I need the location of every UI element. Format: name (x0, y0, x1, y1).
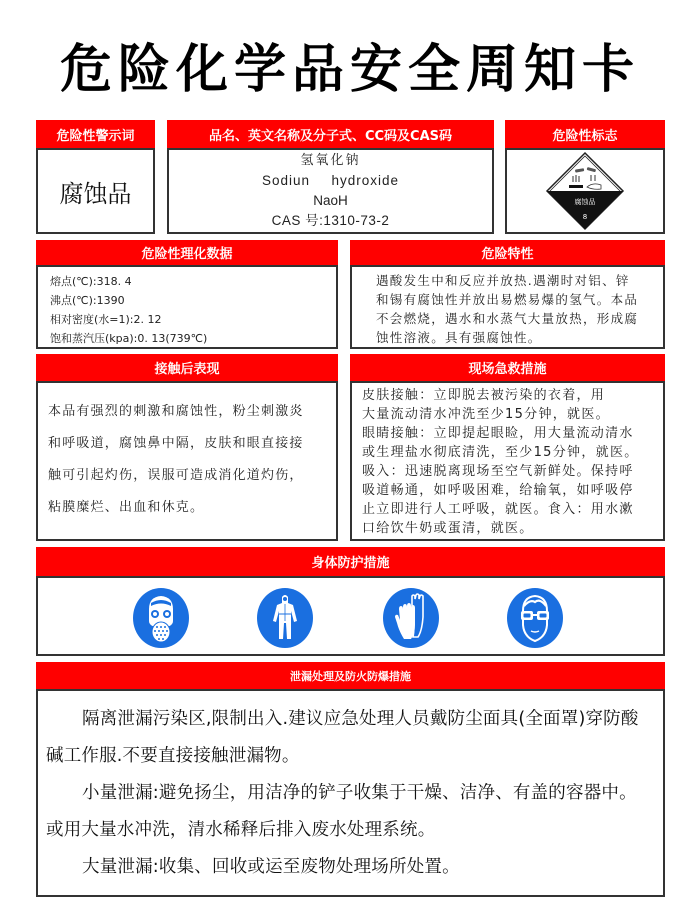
first-aid-line: 吸道畅通，如呼吸困难，给输氧，如呼吸停 (362, 483, 634, 498)
ppe-panel (36, 547, 665, 656)
first-aid-line: 口给饮牛奶或蛋清，就医。 (362, 521, 534, 536)
hazard-properties-header: 危险特性 (350, 240, 665, 267)
hazard-sign-panel (505, 120, 665, 234)
contact-effects-header: 接触后表现 (36, 354, 338, 383)
boiling-point: 沸点(℃):1390 (50, 294, 125, 307)
contact-line: 和呼吸道，腐蚀鼻中隔，皮肤和眼直接接 (48, 436, 304, 451)
contact-line: 本品有强烈的刺激和腐蚀性，粉尘刺激炎 (48, 404, 304, 419)
hazard-line: 遇酸发生中和反应并放热.遇潮时对铝、锌 (376, 273, 630, 288)
first-aid-header: 现场急救措施 (350, 354, 665, 383)
spill-measures-header: 泄漏处理及防火防爆措施 (36, 662, 665, 691)
relative-density: 相对密度(水=1):2. 12 (50, 313, 162, 326)
svg-text:8: 8 (582, 213, 588, 221)
hazard-line: 不会燃烧，遇水和水蒸气大量放热，形成腐 (376, 311, 639, 326)
svg-text:腐蚀品: 腐蚀品 (574, 198, 596, 206)
contact-line: 粘膜糜烂、出血和休克。 (48, 500, 205, 515)
gas-mask-icon (132, 587, 190, 649)
safety-goggles-icon (506, 587, 564, 649)
physical-data-panel (36, 240, 338, 349)
spill-measures-panel (36, 662, 665, 897)
corrosive-diamond-icon (545, 151, 625, 231)
hazard-line: 蚀性溶液。具有强腐蚀性。 (376, 330, 542, 345)
small-spill-text: 小量泄漏:避免扬尘，用洁净的铲子收集于干燥、洁净、有盖的容器中。或用大量水冲洗，清水稀释后排入废水处理系统。 (46, 783, 637, 840)
hazard-properties-panel (350, 240, 665, 349)
spill-isolation-text: 隔离泄漏污染区,限制出入.建议应急处理人员戴防尘面具(全面罩)穿防酸碱工作服.不要直接接触泄漏物。 (46, 709, 639, 766)
hazard-sign-header: 危险性标志 (505, 120, 665, 150)
contact-effects-panel (36, 354, 338, 541)
hazard-line: 和锡有腐蚀性并放出易燃易爆的氢气。本品 (376, 292, 639, 307)
first-aid-line: 眼睛接触：立即提起眼睑，用大量流动清水 (362, 426, 634, 441)
first-aid-line: 吸入：迅速脱离现场至空气新鲜处。保持呼 (362, 464, 634, 479)
product-identity-panel (167, 120, 494, 234)
product-formula: NaoH (313, 193, 348, 208)
first-aid-line: 止立即进行人工呼吸，就医。食入：用水漱 (362, 502, 634, 517)
protective-gloves-icon (382, 587, 440, 649)
protective-suit-icon (256, 587, 314, 649)
melting-point: 熔点(℃):318. 4 (50, 275, 132, 288)
vapor-pressure: 饱和蒸汽压(kpa):0. 13(739℃) (50, 332, 208, 345)
large-spill-text: 大量泄漏:收集、回收或运至废物处理场所处置。 (82, 857, 460, 877)
product-identity-header: 品名、英文名称及分子式、CC码及CAS码 (167, 120, 494, 150)
product-name-cn: 氢氧化钠 (300, 153, 361, 168)
ppe-header: 身体防护措施 (36, 547, 665, 578)
first-aid-line: 皮肤接触：立即脱去被污染的衣着，用 (362, 388, 606, 403)
product-name-en: Sodiun hydroxide (261, 173, 400, 188)
contact-line: 触可引起灼伤，误服可造成消化道灼伤， (48, 468, 304, 483)
first-aid-panel (350, 354, 665, 541)
page-title: 危险化学品安全周知卡 (59, 40, 640, 100)
first-aid-line: 或生理盐水彻底清洗，至少15分钟，就医。 (362, 445, 639, 460)
first-aid-line: 大量流动清水冲洗至少15分钟，就医。 (362, 407, 610, 422)
physical-data-header: 危险性理化数据 (36, 240, 338, 267)
product-cas: CAS 号:1310-73-2 (271, 213, 390, 228)
warning-word-header: 危险性警示词 (36, 120, 155, 150)
warning-word-panel (36, 120, 155, 234)
warning-word-value: 腐蚀品 (59, 179, 132, 208)
